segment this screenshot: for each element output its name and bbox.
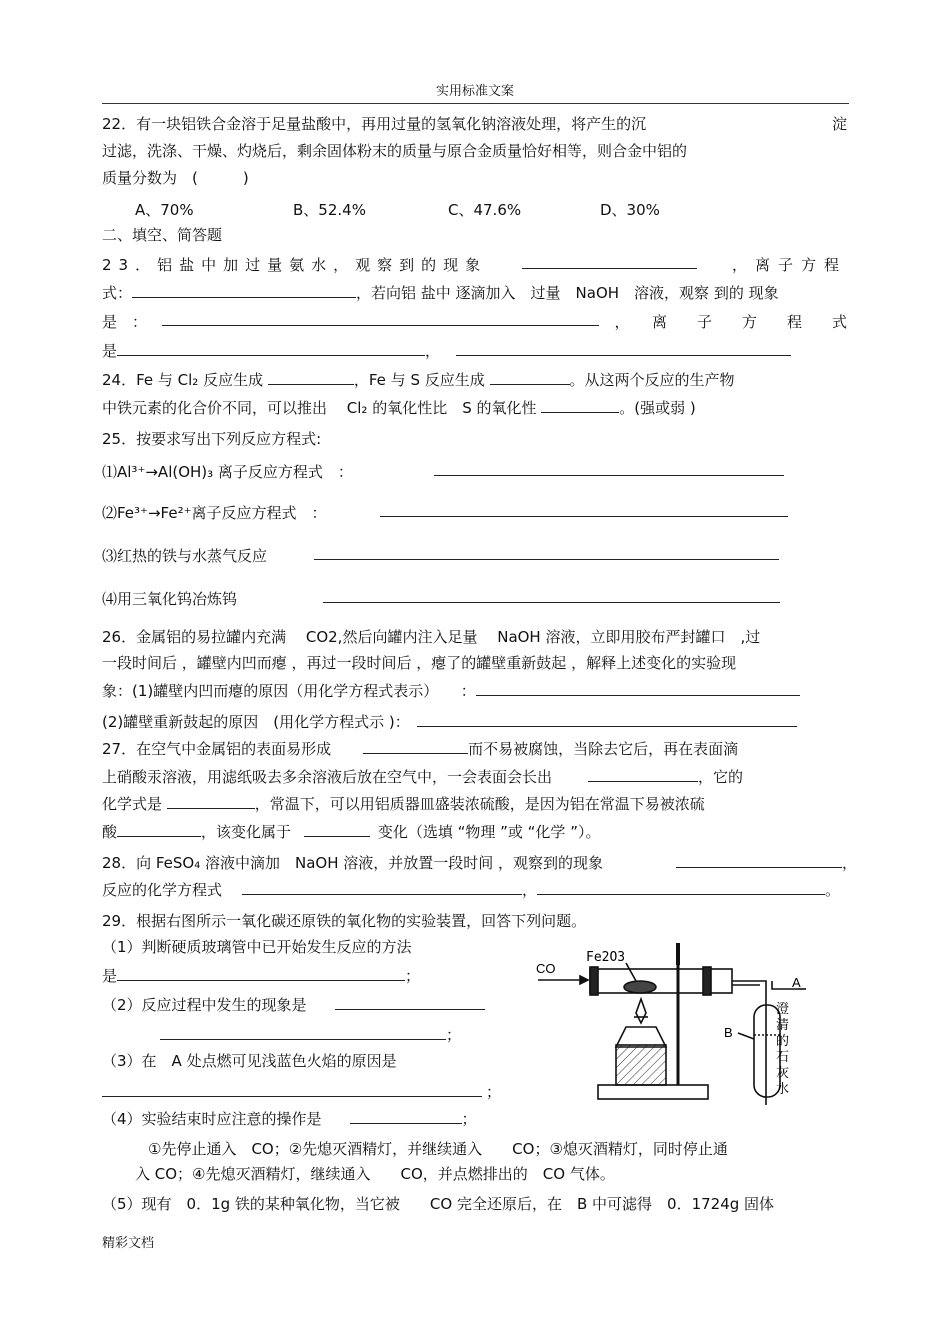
flame bbox=[636, 999, 646, 1023]
q26-blank2[interactable] bbox=[417, 712, 797, 727]
fe2o3-powder bbox=[624, 981, 656, 993]
q25-blank3[interactable] bbox=[314, 545, 779, 564]
q25-blank1[interactable] bbox=[434, 461, 784, 480]
q29-s3b: ； bbox=[486, 1083, 502, 1101]
q26-line1: 26．金属铝的易拉罐内充满 CO2,然后向罐内注入足量 NaOH 溶液，立即用胶布严封罐口 ,过 bbox=[102, 628, 761, 646]
q29-s4-options1: ①先停止通入 CO；②先熄灭酒精灯，并继续通入 CO；③熄灭酒精灯，同时停止通 bbox=[148, 1140, 728, 1158]
q26-blank1[interactable] bbox=[476, 681, 800, 696]
q28-l1b: ， bbox=[842, 854, 858, 872]
q22-option-d: D、30% bbox=[600, 201, 660, 219]
limewater-char-2: 清 bbox=[776, 1018, 790, 1033]
q24-blank2[interactable] bbox=[490, 370, 570, 385]
q29-s1c: ； bbox=[405, 967, 421, 985]
q28-blank3[interactable] bbox=[537, 880, 825, 895]
q24-line1 bbox=[102, 369, 735, 390]
q29-blank4[interactable] bbox=[102, 1082, 482, 1097]
q29-s4-options2: 入 CO；④先熄灭酒精灯，继续通入 CO，并点燃排出的 CO 气体。 bbox=[135, 1165, 615, 1183]
q22-text-a: 22．有一块铝铁合金溶于足量盐酸中，再用过量的氢氧化钠溶液处理，将产生的沉 bbox=[102, 115, 647, 133]
q23-d: ，若向铝 盐中 逐滴加入 过量 NaOH 溶液，观察 到的 现象 bbox=[356, 284, 779, 302]
q29-s4: （4）实验结束时应注意的操作是 bbox=[102, 1110, 322, 1128]
header-rule bbox=[102, 103, 849, 104]
q25-item4: ⑷用三氧化钨冶炼钨 bbox=[102, 590, 238, 608]
q29-s3: （3）在 A 处点燃可见浅蓝色火焰的原因是 bbox=[102, 1052, 397, 1070]
q24-line2 bbox=[102, 397, 696, 418]
q23-blank-equation1[interactable] bbox=[132, 283, 356, 298]
q27-l1b: 而不易被腐蚀，当除去它后，再在表面滴 bbox=[468, 740, 739, 758]
q24-l2b: 。(强或弱 ) bbox=[619, 399, 696, 417]
a-label: A bbox=[792, 975, 801, 990]
q27-l1a: 27．在空气中金属铝的表面易形成 bbox=[102, 740, 332, 758]
q23-line1 bbox=[102, 254, 847, 275]
q22-line2: 过滤，洗涤、干燥、灼烧后，剩余固体粉末的质量与原合金质量恰好相等，则合金中铝的 bbox=[102, 142, 688, 160]
q25-item2: ⑵Fe³⁺→Fe²⁺离子反应方程式 ： bbox=[102, 504, 327, 522]
q27-blank3[interactable] bbox=[167, 794, 255, 809]
q24-l2a: 中铁元素的化合价不同，可以推出 Cl₂ 的氧化性比 S 的氧化性 bbox=[102, 399, 537, 417]
q23-g: 是 bbox=[102, 342, 118, 360]
q23-blank-equation2[interactable] bbox=[117, 341, 425, 356]
q29-s4-line bbox=[102, 1108, 477, 1129]
q28-l2a: 反应的化学方程式 bbox=[102, 881, 223, 899]
q27-line3 bbox=[102, 793, 705, 814]
q23-blank-phenomenon2[interactable] bbox=[162, 311, 599, 326]
q29-blank3[interactable] bbox=[160, 1025, 446, 1040]
q24-l1c: 。从这两个反应的生产物 bbox=[569, 371, 735, 389]
q29-s1: （1）判断硬质玻璃管中已开始发生反应的方法 bbox=[102, 938, 412, 956]
page-header: 实用标准文案 bbox=[435, 84, 514, 99]
q25-i1: ⑴Al³⁺→Al(OH)₃ 离子反应方程式 ： bbox=[102, 463, 353, 481]
q27-l4b: ，该变化属于 bbox=[201, 823, 292, 841]
q27-blank5[interactable] bbox=[304, 822, 370, 837]
q27-l4a: 酸 bbox=[102, 823, 118, 841]
section-2-title: 二、填空、简答题 bbox=[102, 226, 223, 244]
q24-blank3[interactable] bbox=[541, 398, 619, 413]
q23-b: ，离子方程 bbox=[731, 256, 847, 274]
q23-line3 bbox=[102, 311, 847, 332]
q23-blank-equation3[interactable] bbox=[456, 341, 791, 356]
q24-l1b: ，Fe 与 S 反应生成 bbox=[353, 371, 485, 389]
q22-line1 bbox=[102, 113, 847, 134]
q27-l4c: 变化（选填 “物理 ”或 “化学 ”）。 bbox=[377, 823, 601, 841]
q26-line3 bbox=[102, 680, 800, 701]
q27-line2 bbox=[102, 766, 743, 787]
q29-s1-line bbox=[102, 965, 420, 986]
q22-option-b: B、52.4% bbox=[293, 201, 366, 219]
q26-line2: 一段时间后 ，罐壁内凹而瘪 ，再过一段时间后 ，瘪了的罐壁重新鼓起 ，解释上述变化的实验现 bbox=[102, 654, 737, 672]
q28-line1 bbox=[102, 852, 603, 873]
q27-l3b: ，常温下，可以用铝质器皿盛装浓硫酸，是因为铝在常温下易被浓硫 bbox=[254, 795, 705, 813]
q27-l3a: 化学式是 bbox=[102, 795, 163, 813]
q29-blank5[interactable] bbox=[350, 1109, 462, 1124]
limewater-char-4: 石 bbox=[776, 1050, 790, 1065]
q27-blank1[interactable] bbox=[363, 739, 468, 754]
co-label: CO bbox=[536, 961, 556, 976]
q25-blank2[interactable] bbox=[380, 502, 788, 521]
limewater-char-5: 灰 bbox=[776, 1066, 790, 1081]
q22-option-c: C、47.6% bbox=[448, 201, 522, 219]
q23-line4 bbox=[102, 340, 791, 361]
b-label: B bbox=[724, 1025, 733, 1040]
q27-line1 bbox=[102, 738, 738, 759]
q29-s3-line bbox=[102, 1081, 501, 1102]
q24-blank1[interactable] bbox=[268, 370, 354, 385]
q28-blank2[interactable] bbox=[242, 880, 522, 895]
limewater-char-6: 水 bbox=[776, 1082, 790, 1097]
q26-l3: 象：(1)罐壁内凹而瘪的原因（用化学方程式表示） ： bbox=[102, 682, 476, 700]
q26-l4: (2)罐壁重新鼓起的原因 (用化学方程式示 )： bbox=[102, 713, 418, 731]
fe2o3-pointer bbox=[626, 963, 636, 981]
q27-l2b: ，它的 bbox=[698, 768, 744, 786]
q27-blank2[interactable] bbox=[588, 767, 698, 782]
q29-blank2[interactable] bbox=[335, 995, 485, 1010]
q29-s2: （2）反应过程中发生的现象是 bbox=[102, 996, 307, 1014]
q28-line2 bbox=[102, 879, 840, 900]
q28-blank1-wrap bbox=[676, 852, 857, 873]
b-pointer bbox=[738, 1033, 754, 1039]
q24-l1a: 24．Fe 与 Cl₂ 反应生成 bbox=[102, 371, 264, 389]
q29-s1b: 是 bbox=[102, 967, 118, 985]
q26-line4 bbox=[102, 711, 797, 732]
q23-h: ， bbox=[425, 342, 441, 360]
tube-stopper-left bbox=[590, 967, 598, 995]
q29-blank1[interactable] bbox=[117, 966, 405, 981]
page-footer: 精彩文档 bbox=[102, 1236, 155, 1251]
q28-l2b: ， bbox=[522, 881, 538, 899]
q29-s2-line bbox=[102, 994, 485, 1015]
q25-blank4[interactable] bbox=[323, 588, 780, 607]
q28-l1a: 28．向 FeSO₄ 溶液中滴加 NaOH 溶液，并放置一段时间 ，观察到的现象 bbox=[102, 854, 604, 872]
q23-f: ， 离 子 方 程 式 bbox=[614, 313, 847, 331]
q25-item3: ⑶红热的铁与水蒸气反应 bbox=[102, 547, 268, 565]
q27-l2a: 上硝酸汞溶液，用滤纸吸去多余溶液后放在空气中，一会表面会长出 bbox=[102, 768, 553, 786]
q23-e: 是 ： bbox=[102, 313, 148, 331]
q27-blank4[interactable] bbox=[117, 822, 201, 837]
lamp-block bbox=[616, 1045, 666, 1085]
q23-a: 23．铝盐中加过量氨水，观察到的现象 bbox=[102, 256, 488, 274]
q29-s5: （5）现有 0．1g 铁的某种氧化物，当它被 CO 完全还原后，在 B 中可滤得 0．1724g 固体 bbox=[102, 1195, 775, 1213]
q23-blank-phenomenon[interactable] bbox=[522, 254, 697, 269]
q22-option-a: A、70% bbox=[135, 201, 194, 219]
q25-item1 bbox=[102, 461, 353, 482]
tube-stopper-right bbox=[703, 967, 711, 995]
limewater-char-1: 澄 bbox=[776, 1002, 790, 1017]
q28-blank1[interactable] bbox=[676, 853, 842, 868]
stand-base bbox=[598, 1085, 708, 1099]
fe2o3-label: Fe2O3 bbox=[586, 950, 626, 965]
q29-s4b: ； bbox=[461, 1110, 477, 1128]
apparatus-diagram bbox=[528, 935, 818, 1110]
outlet-tube-b bbox=[732, 981, 766, 1105]
q29-s2-line2 bbox=[160, 1024, 461, 1045]
q29-title: 29．根据右图所示一氧化碳还原铁的氧化物的实验装置，回答下列问题。 bbox=[102, 912, 587, 930]
q22-text-b: 淀 bbox=[831, 115, 847, 133]
q28-l2c: 。 bbox=[825, 881, 841, 899]
q27-line4 bbox=[102, 821, 600, 842]
limewater-char-3: 的 bbox=[776, 1034, 790, 1049]
co-arrow-head bbox=[580, 976, 588, 984]
q22-line3: 质量分数为 ( ) bbox=[102, 169, 249, 187]
alcohol-lamp bbox=[616, 1027, 666, 1047]
q29-s2b: ； bbox=[446, 1026, 462, 1044]
q25-title: 25．按要求写出下列反应方程式: bbox=[102, 430, 322, 448]
q23-c: 式： bbox=[102, 284, 133, 302]
q23-line2 bbox=[102, 282, 779, 303]
